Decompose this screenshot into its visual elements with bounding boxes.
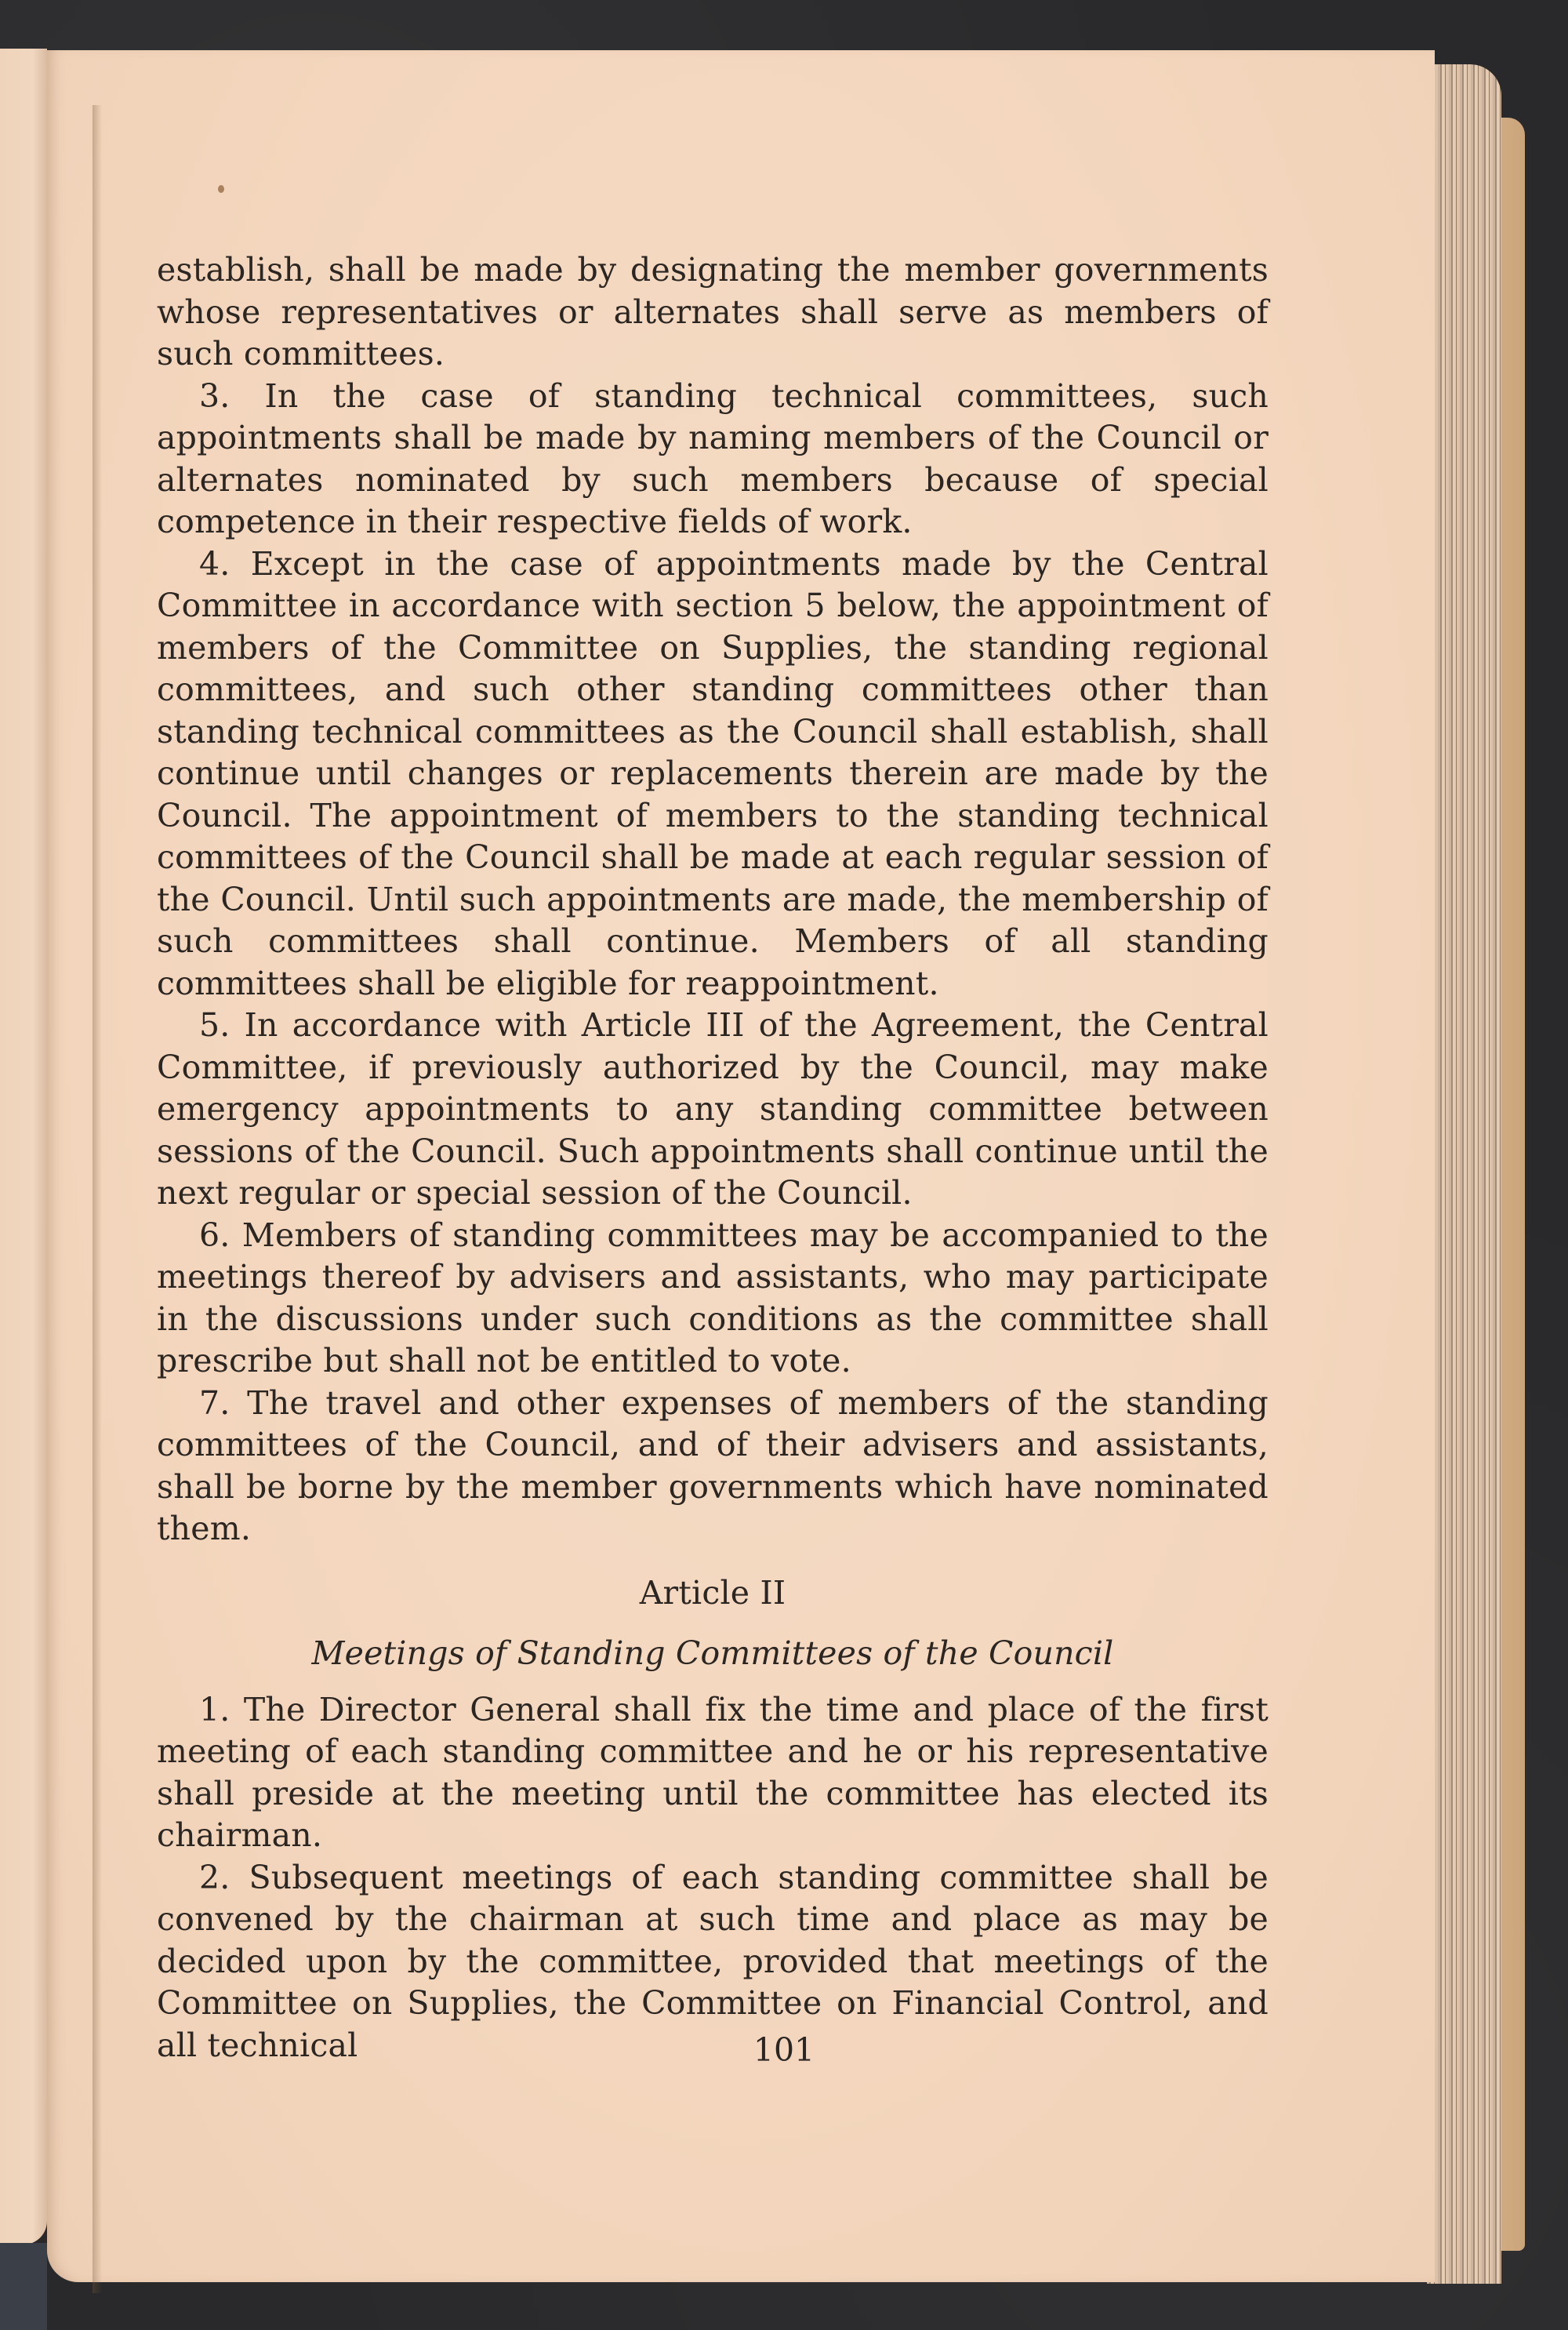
article-heading: Article II: [639, 1573, 786, 1612]
article-subheading: Meetings of Standing Committees of the Council: [311, 1634, 1114, 1672]
paper-speck: [218, 185, 224, 193]
opening-fragment: establish, shall be made by designating the member governments whose representatives or alternates shall serve as members of such committees.: [157, 251, 1269, 373]
section-6-paragraph: 6. Members of standing committees may be accompanied to the meetings thereof by advisers and assistants, who may participate in the discussions under such conditions as the committee shall prescribe but shall not be entitled to vote.: [157, 1216, 1269, 1379]
page-stack-edges: [1427, 64, 1501, 2284]
article-2-section-1-paragraph: 1. The Director General shall fix the time and place of the first meeting of each standing committee and he or his representative shall preside at the meeting until the committee has elected its chairman.: [157, 1690, 1269, 1854]
gutter-shadow: [93, 105, 102, 2293]
section-3-paragraph: 3. In the case of standing technical committees, such appointments shall be made by naming members of the Council or alternates nominated by such members because of special competence in their respective fields of work.: [157, 376, 1269, 540]
article-2-section-2-paragraph: 2. Subsequent meetings of each standing committee shall be convened by the chairman at such time and place as may be decided upon by the committee, provided that meetings of the Committee on Supplies, the Committee on Financial Control, and all technical: [157, 1858, 1269, 2064]
section-4-paragraph: 4. Except in the case of appointments made by the Central Committee in accordance with section 5 below, the appointment of members of the Committee on Supplies, the standing regional committees, and such other standing committees other than standing technical committees as the Council shall establish, shall continue until changes or replacements therein are made by the Council. The appointment of members to the standing technical committees of the Council shall be made at each regular session of the Council. Until such appointments are made, the membership of such committees shall continue. Members of all standing committees shall be eligible for reappointment.: [157, 544, 1269, 1002]
section-7-paragraph: 7. The travel and other expenses of members of the standing committees of the Council, and of their advisers and assistants, shall be borne by the member governments which have nominated them.: [157, 1383, 1269, 1547]
section-5-paragraph: 5. In accordance with Article III of the Agreement, the Central Committee, if previously authorized by the Council, may make emergency appointments to any standing committee between sessions of the Council. Such appointments shall continue until the next regular or special session of the Council.: [157, 1006, 1269, 1212]
book-cover-board: [0, 2243, 47, 2330]
page-text: [157, 249, 1269, 2066]
previous-page-edge: [0, 49, 47, 2245]
page-number: 101: [753, 2031, 815, 2069]
